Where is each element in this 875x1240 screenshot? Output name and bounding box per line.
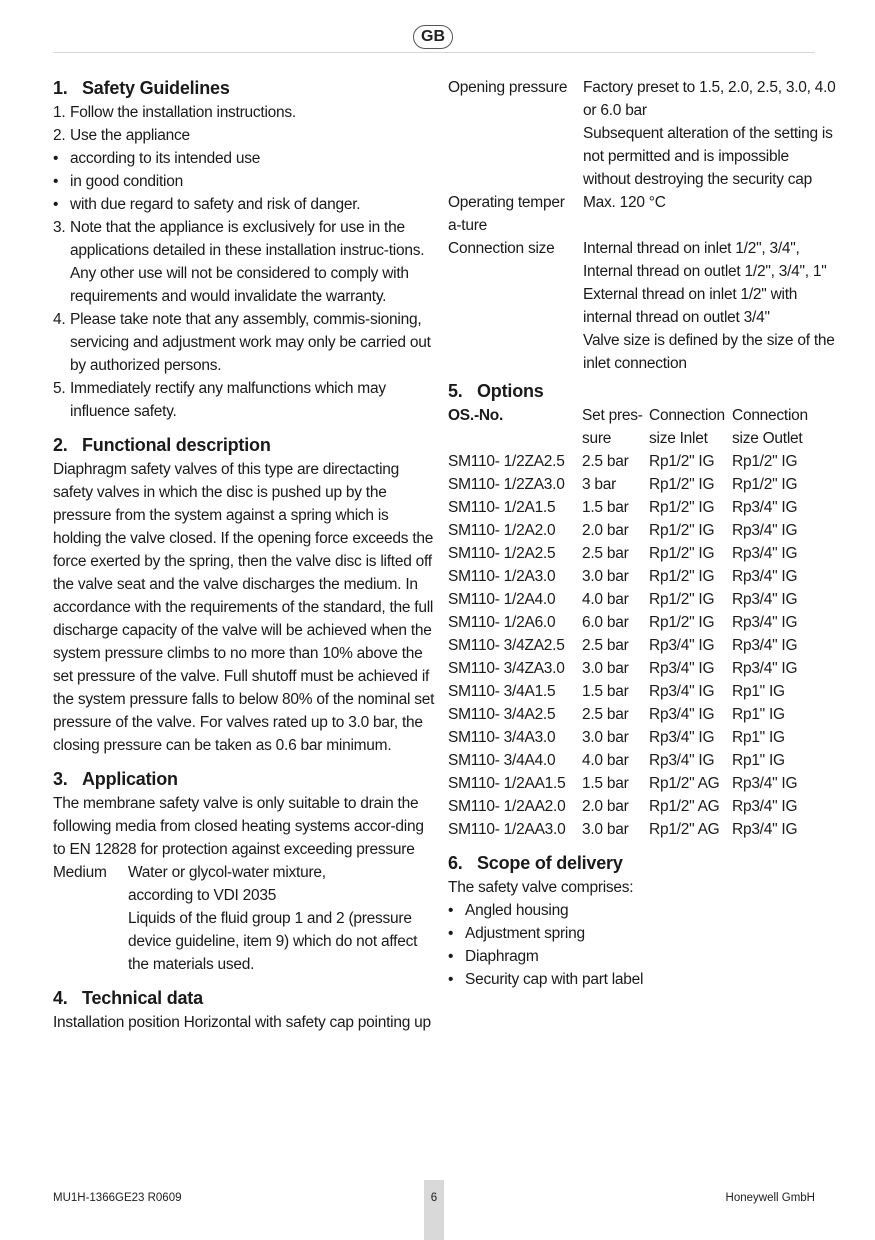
table-row — [448, 795, 838, 818]
set-pressure-cell: 3.0 bar — [582, 729, 629, 746]
set-pressure-cell: 3.0 bar — [582, 568, 629, 585]
outlet-cell: Rp3/4" IG — [732, 568, 798, 585]
scope-intro: The safety valve comprises: — [448, 879, 634, 896]
left-column — [53, 76, 440, 1044]
inlet-cell: Rp1/2" IG — [649, 545, 715, 562]
set-pressure-cell: 2.5 bar — [582, 453, 629, 470]
section-safety-guidelines — [53, 76, 440, 423]
list-marker: 4. — [53, 311, 66, 328]
section-heading: 1. Safety Guidelines — [53, 78, 230, 98]
scope-list — [448, 899, 838, 991]
list-marker: 1. — [53, 104, 66, 121]
os-no-cell: SM110- 1/2A2.0 — [448, 522, 556, 539]
header-set-pressure: Set pres-sure — [582, 407, 643, 447]
medium-label: Medium — [53, 864, 107, 881]
list-text: in good condition — [70, 173, 183, 190]
table-row — [448, 496, 838, 519]
set-pressure-cell: 2.0 bar — [582, 798, 629, 815]
set-pressure-cell: 2.5 bar — [582, 637, 629, 654]
operating-temperature-label: Operating tempera-ture — [448, 194, 565, 234]
outlet-cell: Rp1/2" IG — [732, 453, 798, 470]
outlet-cell: Rp3/4" IG — [732, 545, 798, 562]
set-pressure-cell: 3 bar — [582, 476, 617, 493]
os-no-cell: SM110- 3/4A2.5 — [448, 706, 556, 723]
bullet-marker: • — [448, 902, 454, 919]
language-badge: GB — [413, 25, 453, 49]
list-marker: • — [53, 150, 59, 167]
table-row — [448, 703, 838, 726]
header-os-no: OS.-No. — [448, 407, 504, 424]
inlet-cell: Rp1/2" IG — [649, 499, 715, 516]
inlet-cell: Rp1/2" IG — [649, 591, 715, 608]
os-no-cell: SM110- 1/2AA3.0 — [448, 821, 566, 838]
options-header-row — [448, 404, 838, 450]
outlet-cell: Rp1" IG — [732, 683, 785, 700]
table-row — [448, 611, 838, 634]
list-text: Security cap with part label — [465, 971, 644, 988]
table-row — [448, 542, 838, 565]
outlet-cell: Rp3/4" IG — [732, 798, 798, 815]
set-pressure-cell: 6.0 bar — [582, 614, 629, 631]
list-text: Note that the appliance is exclusively for use in the applications detailed in these installation instruc-tions. Any other use will not be considered to comply with requirements and would invalidate the warranty. — [70, 219, 425, 305]
outlet-cell: Rp1" IG — [732, 752, 785, 769]
set-pressure-cell: 1.5 bar — [582, 499, 629, 516]
medium-value: Water or glycol-water mixture, according to VDI 2035 Liquids of the fluid group 1 and 2 (pressure device guideline, item 9) which do not affect the materials used. — [128, 864, 418, 973]
table-row — [448, 450, 838, 473]
table-row — [448, 657, 838, 680]
list-item — [53, 377, 440, 423]
application-text: The membrane safety valve is only suitable to drain the following media from closed heating systems accor-ding to EN 12828 for protection against exceeding pressure — [53, 795, 424, 858]
outlet-cell: Rp1/2" IG — [732, 476, 798, 493]
company-name: Honeywell GmbH — [725, 1192, 815, 1204]
os-no-cell: SM110- 1/2AA2.0 — [448, 798, 566, 815]
list-marker: • — [53, 173, 59, 190]
installation-position: Installation position Horizontal with safety cap pointing up — [53, 1014, 431, 1031]
opening-pressure-row — [448, 76, 838, 191]
connection-size-label: Connection size — [448, 240, 555, 257]
list-text: Please take note that any assembly, commis-sioning, servicing and adjustment work may only be carried out by authorized persons. — [70, 311, 431, 374]
table-row — [448, 749, 838, 772]
outlet-cell: Rp1" IG — [732, 729, 785, 746]
list-text: Immediately rectify any malfunctions which may influence safety. — [70, 380, 386, 420]
outlet-cell: Rp3/4" IG — [732, 522, 798, 539]
header-divider — [53, 52, 815, 53]
outlet-cell: Rp3/4" IG — [732, 591, 798, 608]
list-item — [53, 124, 440, 147]
medium-row — [53, 861, 440, 976]
technical-data-continued — [448, 76, 838, 375]
set-pressure-cell: 2.5 bar — [582, 706, 629, 723]
inlet-cell: Rp3/4" IG — [649, 729, 715, 746]
set-pressure-cell: 2.0 bar — [582, 522, 629, 539]
list-marker: • — [53, 196, 59, 213]
bullet-marker: • — [448, 948, 454, 965]
outlet-cell: Rp3/4" IG — [732, 637, 798, 654]
list-text: Diaphragm — [465, 948, 539, 965]
section-heading: 6. Scope of delivery — [448, 853, 623, 873]
set-pressure-cell: 1.5 bar — [582, 683, 629, 700]
document-id: MU1H-1366GE23 R0609 — [53, 1192, 182, 1204]
section-technical-data — [53, 986, 440, 1034]
list-text: according to its intended use — [70, 150, 261, 167]
list-text: Adjustment spring — [465, 925, 585, 942]
table-row — [448, 588, 838, 611]
section-heading: 4. Technical data — [53, 988, 203, 1008]
outlet-cell: Rp3/4" IG — [732, 775, 798, 792]
table-row — [448, 680, 838, 703]
list-item — [53, 193, 440, 216]
os-no-cell: SM110- 1/2A1.5 — [448, 499, 556, 516]
inlet-cell: Rp3/4" IG — [649, 706, 715, 723]
list-marker: 5. — [53, 380, 66, 397]
table-row — [448, 565, 838, 588]
outlet-cell: Rp3/4" IG — [732, 660, 798, 677]
section-heading: 2. Functional description — [53, 435, 271, 455]
set-pressure-cell: 3.0 bar — [582, 821, 629, 838]
operating-temperature-row — [448, 191, 838, 237]
outlet-cell: Rp3/4" IG — [732, 499, 798, 516]
inlet-cell: Rp3/4" IG — [649, 683, 715, 700]
list-text: with due regard to safety and risk of danger. — [70, 196, 361, 213]
header-connection-outlet: Connection size Outlet — [732, 407, 808, 447]
os-no-cell: SM110- 1/2A6.0 — [448, 614, 556, 631]
right-column — [448, 76, 838, 1001]
bullet-marker: • — [448, 971, 454, 988]
list-item — [53, 216, 440, 308]
header-connection-inlet: Connection size Inlet — [649, 407, 725, 447]
table-row — [448, 634, 838, 657]
os-no-cell: SM110- 3/4A3.0 — [448, 729, 556, 746]
os-no-cell: SM110- 1/2A4.0 — [448, 591, 556, 608]
inlet-cell: Rp1/2" IG — [649, 614, 715, 631]
inlet-cell: Rp1/2" AG — [649, 821, 720, 838]
inlet-cell: Rp3/4" IG — [649, 752, 715, 769]
inlet-cell: Rp1/2" AG — [649, 798, 720, 815]
inlet-cell: Rp3/4" IG — [649, 637, 715, 654]
table-row — [448, 726, 838, 749]
os-no-cell: SM110- 1/2AA1.5 — [448, 775, 566, 792]
list-text: Follow the installation instructions. — [70, 104, 296, 121]
set-pressure-cell: 2.5 bar — [582, 545, 629, 562]
table-row — [448, 519, 838, 542]
outlet-cell: Rp3/4" IG — [732, 614, 798, 631]
operating-temperature-value: Max. 120 °C — [583, 194, 666, 211]
section-application — [53, 767, 440, 976]
section-functional-description — [53, 433, 440, 757]
section-options — [448, 379, 838, 841]
os-no-cell: SM110- 3/4ZA2.5 — [448, 637, 565, 654]
opening-pressure-value: Factory preset to 1.5, 2.0, 2.5, 3.0, 4.0 or 6.0 bar Subsequent alteration of the setting is not permitted and is impossible without destroying the security cap — [583, 79, 836, 188]
set-pressure-cell: 1.5 bar — [582, 775, 629, 792]
list-marker: 2. — [53, 127, 66, 144]
list-item — [53, 308, 440, 377]
os-no-cell: SM110- 3/4A1.5 — [448, 683, 556, 700]
list-item — [53, 147, 440, 170]
list-marker: 3. — [53, 219, 66, 236]
set-pressure-cell: 4.0 bar — [582, 591, 629, 608]
inlet-cell: Rp1/2" AG — [649, 775, 720, 792]
list-item — [448, 945, 838, 968]
list-item — [448, 899, 838, 922]
inlet-cell: Rp1/2" IG — [649, 568, 715, 585]
list-text: Use the appliance — [70, 127, 190, 144]
set-pressure-cell: 3.0 bar — [582, 660, 629, 677]
os-no-cell: SM110- 1/2ZA2.5 — [448, 453, 565, 470]
inlet-cell: Rp1/2" IG — [649, 476, 715, 493]
section-heading: 5. Options — [448, 381, 544, 401]
list-item — [53, 101, 440, 124]
list-item — [448, 968, 838, 991]
table-row — [448, 772, 838, 795]
functional-description-text: Diaphragm safety valves of this type are directacting safety valves in which the disc is pushed up by the pressure from the system against a spring which is holding the valve closed. If the opening force exceeds the force exerted by the spring, then the valve disc is lifted off the valve seat and the valve discharges the medium. In accordance with the requirements of the standard, the full discharge capacity of the valve will be achieved when the system pressure climbs to no more than 10% above the set pressure of the valve. Full shutoff must be achieved if the system pressure falls to below 80% of the nominal set pressure of the valve. For valves rated up to 3.0 bar, the closing pressure can be taken as 0.6 bar minimum. — [53, 461, 435, 754]
inlet-cell: Rp1/2" IG — [649, 522, 715, 539]
outlet-cell: Rp3/4" IG — [732, 821, 798, 838]
outlet-cell: Rp1" IG — [732, 706, 785, 723]
table-row — [448, 473, 838, 496]
options-table — [448, 404, 838, 841]
set-pressure-cell: 4.0 bar — [582, 752, 629, 769]
connection-size-value: Internal thread on inlet 1/2", 3/4", Internal thread on outlet 1/2", 3/4", 1" External thread on inlet 1/2" with internal thread on outlet 3/4" Valve size is defined by the size of the inlet connection — [583, 240, 835, 372]
page-number: 6 — [424, 1180, 444, 1240]
os-no-cell: SM110- 1/2A3.0 — [448, 568, 556, 585]
opening-pressure-label: Opening pressure — [448, 79, 568, 96]
os-no-cell: SM110- 3/4ZA3.0 — [448, 660, 565, 677]
os-no-cell: SM110- 3/4A4.0 — [448, 752, 556, 769]
list-text: Angled housing — [465, 902, 569, 919]
inlet-cell: Rp1/2" IG — [649, 453, 715, 470]
table-row — [448, 818, 838, 841]
section-scope-of-delivery — [448, 851, 838, 991]
os-no-cell: SM110- 1/2ZA3.0 — [448, 476, 565, 493]
inlet-cell: Rp3/4" IG — [649, 660, 715, 677]
connection-size-row — [448, 237, 838, 375]
bullet-marker: • — [448, 925, 454, 942]
os-no-cell: SM110- 1/2A2.5 — [448, 545, 556, 562]
safety-list — [53, 101, 440, 423]
list-item — [53, 170, 440, 193]
list-item — [448, 922, 838, 945]
section-heading: 3. Application — [53, 769, 178, 789]
